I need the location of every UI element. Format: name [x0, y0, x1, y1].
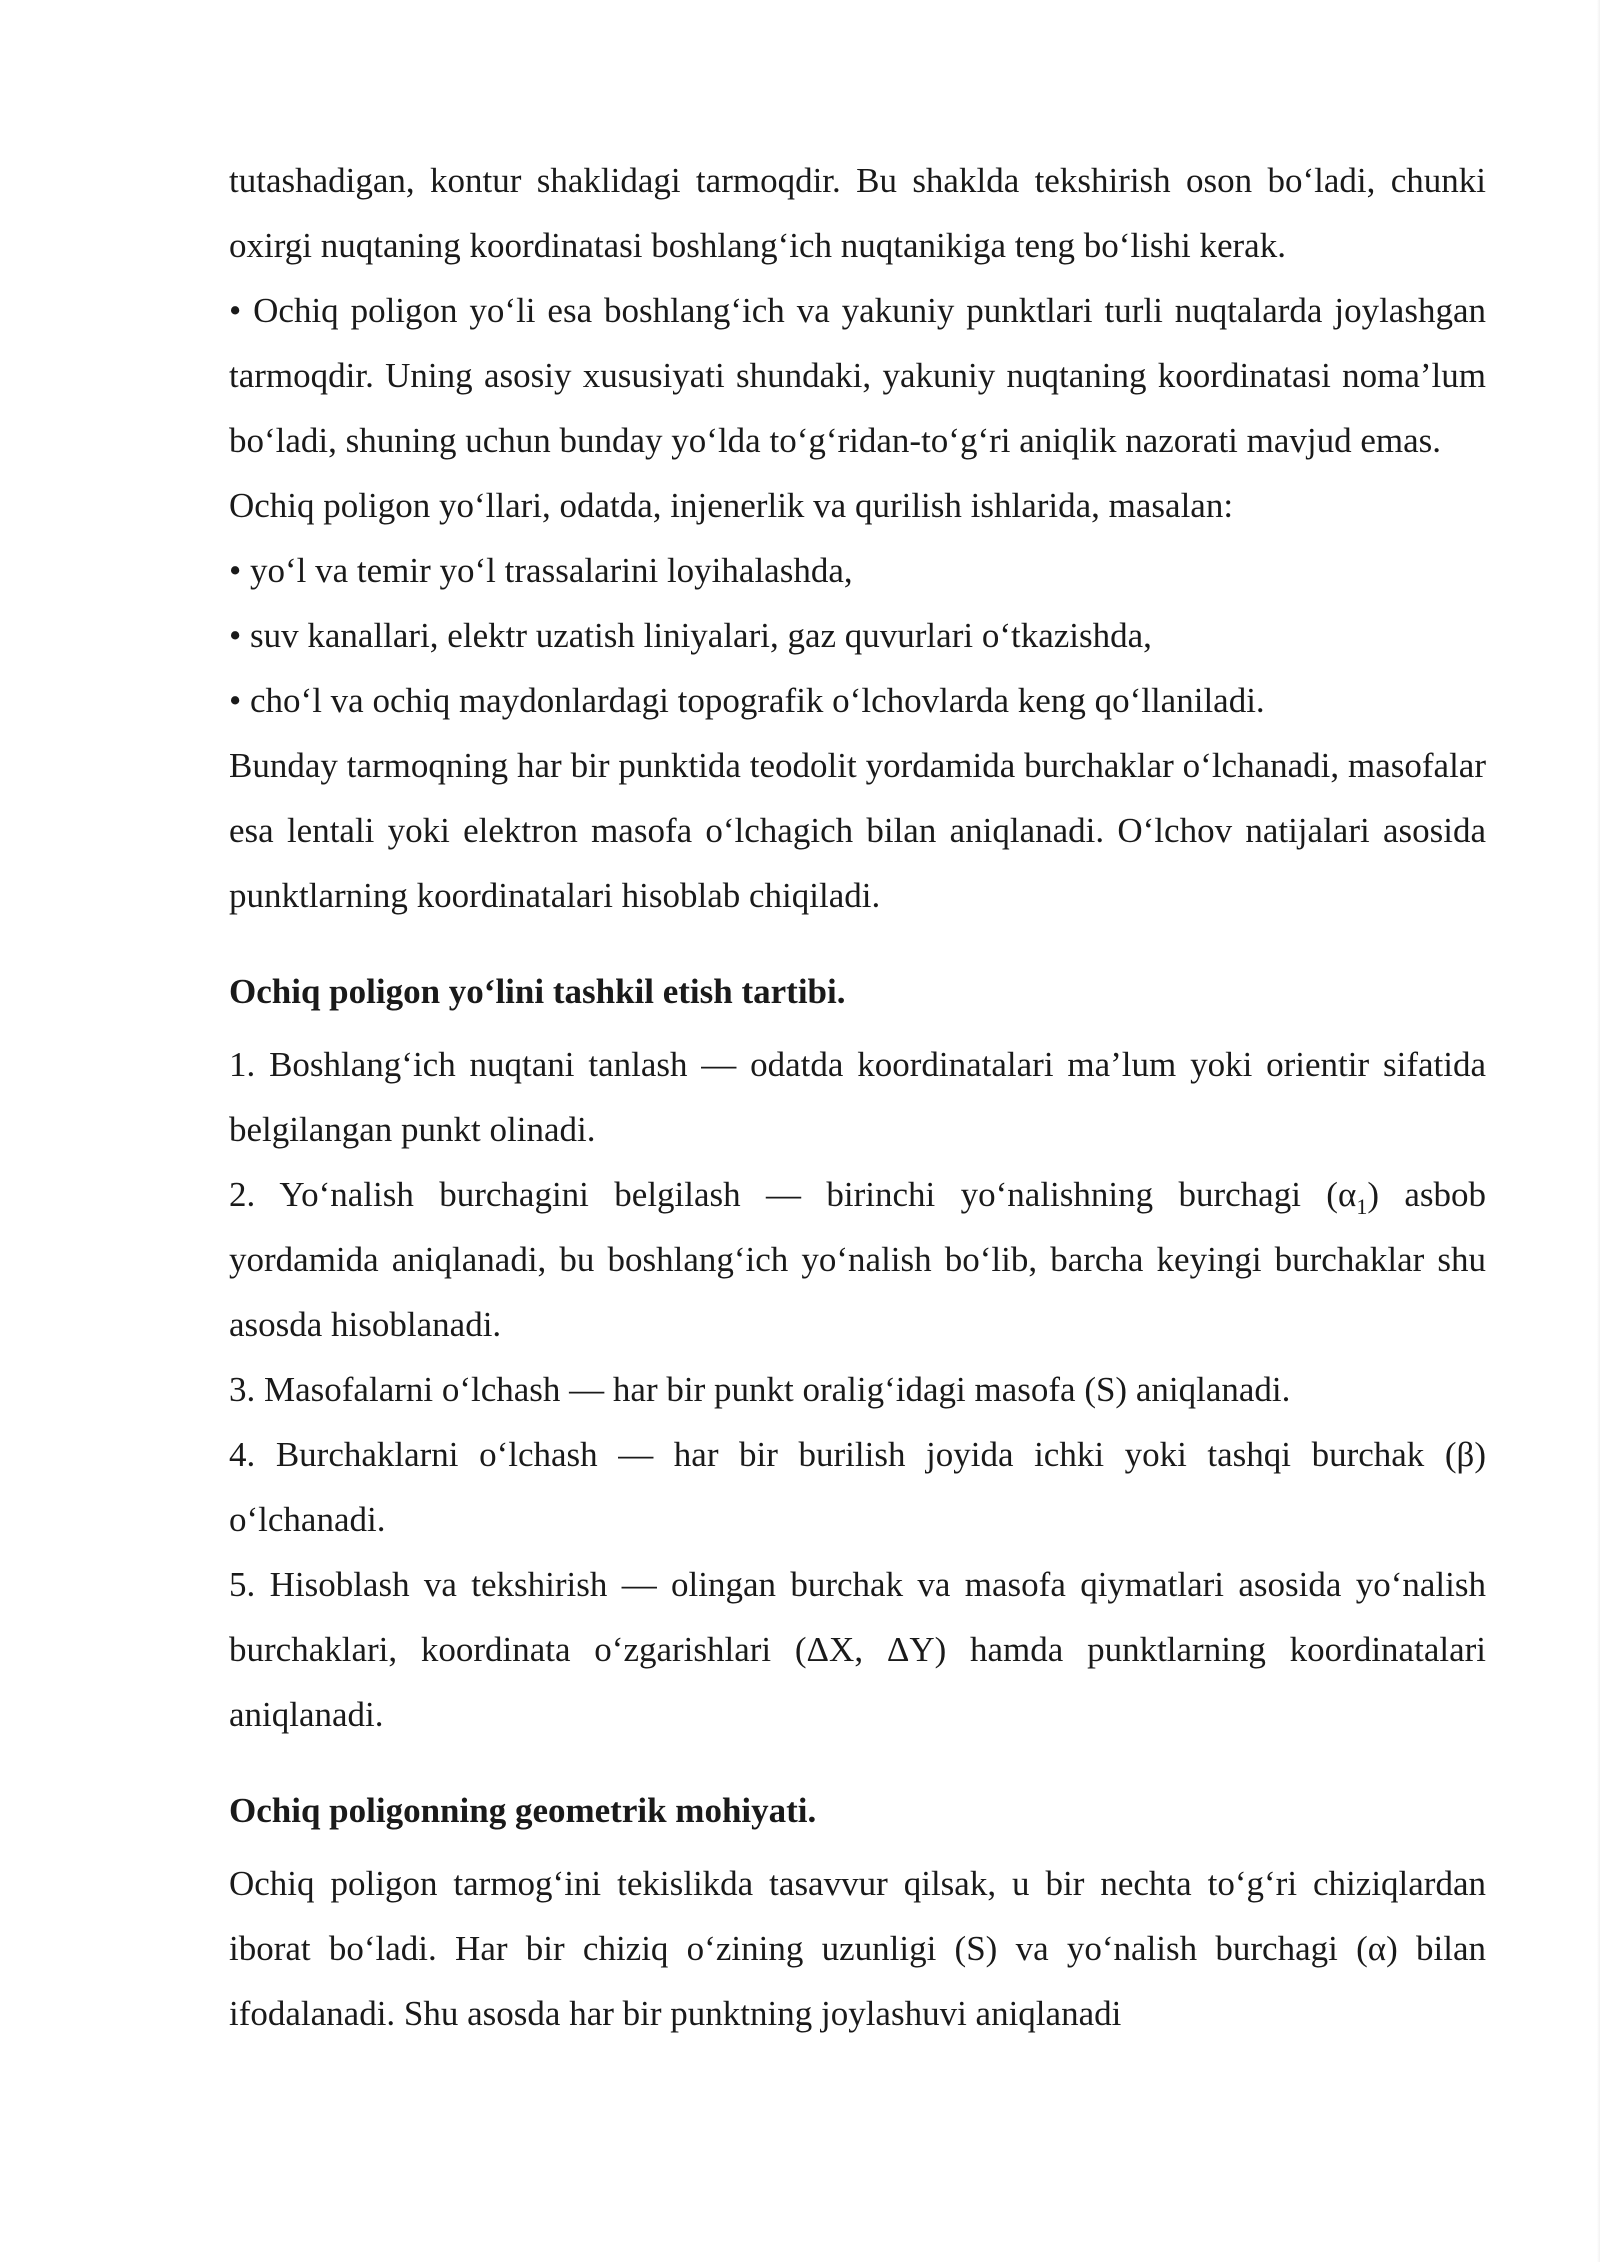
paragraph-open-polygon-bullet: • Ochiq poligon yo‘li esa boshlang‘ich va yakuniy punktlari turli nuqtalarda joylashgan tarmoqdir. Uning asosiy xususiyati shundaki, yakuniy nuqtaning koordinatasi noma’lum bo‘ladi, shuning uchun bunday yo‘lda to‘g‘ridan-to‘g‘ri aniqlik nazorati mavjud emas. — [229, 291, 1486, 460]
paragraph-usage-intro: Ochiq poligon yo‘llari, odatda, injenerlik va qurilish ishlarida, masalan: — [229, 486, 1234, 525]
paragraph-closed-polygon: tutashadigan, kontur shaklidagi tarmoqdir. Bu shaklda tekshirish oson bo‘ladi, chunki oxirgi nuqtaning koordinatasi boshlang‘ich nuqtanikiga teng bo‘lishi kerak. — [229, 161, 1486, 265]
document-page — [229, 148, 1486, 2046]
step-4: 4. Burchaklarni o‘lchash — har bir burilish joyida ichki yoki tashqi burchak (β) o‘lchanadi. — [229, 1435, 1486, 1539]
step-2-text-start: 2. Yo‘nalish burchagini belgilash — birinchi yo‘nalishning burchagi (α — [229, 1175, 1357, 1214]
step-2-text-end: ) asbob yordamida aniqlanadi, bu boshlang‘ich yo‘nalish bo‘lib, barcha keyingi burchaklar shu asosda hisoblanadi. — [229, 1175, 1486, 1344]
step-1: 1. Boshlang‘ich nuqtani tanlash — odatda koordinatalari ma’lum yoki orientir sifatida belgilangan punkt olinadi. — [229, 1045, 1486, 1149]
step-3: 3. Masofalarni o‘lchash — har bir punkt oralig‘idagi masofa (S) aniqlanadi. — [229, 1370, 1291, 1409]
section-heading-procedure: Ochiq poligon yo‘lini tashkil etish tartibi. — [229, 972, 846, 1011]
list-item-roads: • yo‘l va temir yo‘l trassalarini loyihalashda, — [229, 551, 853, 590]
step-5: 5. Hisoblash va tekshirish — olingan burchak va masofa qiymatlari asosida yo‘nalish burchaklari, koordinata o‘zgarishlari (ΔX, ΔY) hamda punktlarning koordinatalari aniqlanadi. — [229, 1565, 1486, 1734]
step-2 — [229, 1162, 1486, 1357]
alpha-subscript: 1 — [1356, 1194, 1368, 1219]
section-heading-geometry: Ochiq poligonning geometrik mohiyati. — [229, 1791, 817, 1830]
paragraph-geometry: Ochiq poligon tarmog‘ini tekislikda tasavvur qilsak, u bir nechta to‘g‘ri chiziqlardan iborat bo‘ladi. Har bir chiziq o‘zining uzunligi (S) va yo‘nalish burchagi (α) bilan ifodalanadi. Shu asosda har bir punktning joylashuvi aniqlanadi — [229, 1864, 1486, 2033]
list-item-topography: • cho‘l va ochiq maydonlardagi topografik o‘lchovlarda keng qo‘llaniladi. — [229, 681, 1265, 720]
paragraph-measurement: Bunday tarmoqning har bir punktida teodolit yordamida burchaklar o‘lchanadi, masofalar esa lentali yoki elektron masofa o‘lchagich bilan aniqlanadi. O‘lchov natijalari asosida punktlarning koordinatalari hisoblab chiqiladi. — [229, 746, 1486, 915]
list-item-canals: • suv kanallari, elektr uzatish liniyalari, gaz quvurlari o‘tkazishda, — [229, 616, 1152, 655]
